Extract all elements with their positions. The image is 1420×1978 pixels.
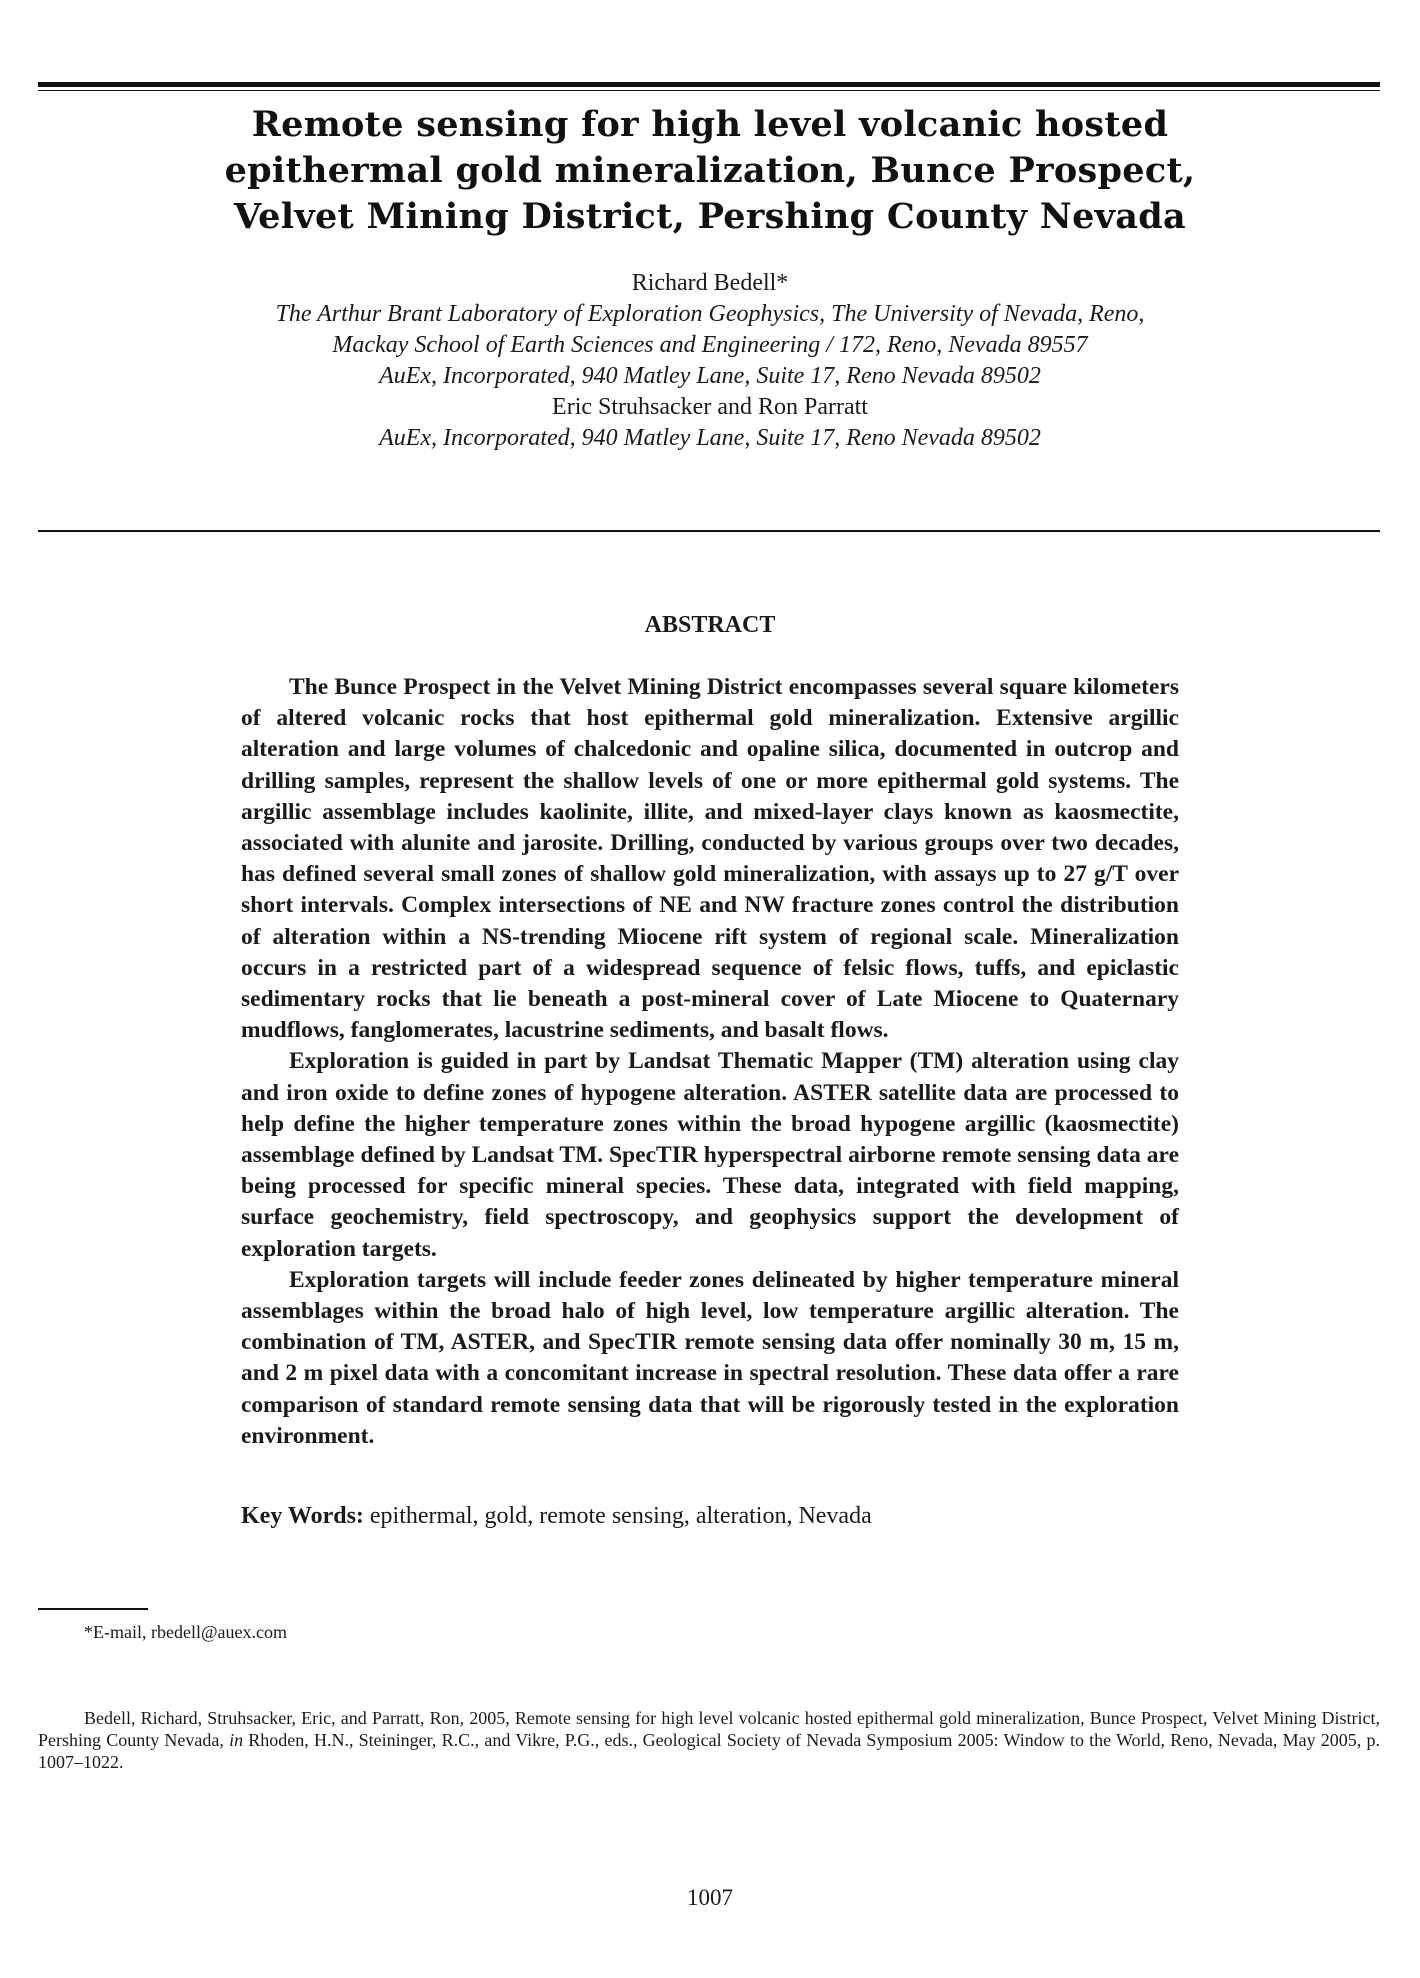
abstract-paragraph: Exploration targets will include feeder zones delineated by higher temperature mineral assemblages within the broad halo of high level, low temperature argillic alteration. The combination of TM, ASTER, and SpecTIR remote sensing data offer nominally 30 m, 15 m, and 2 m pixel data with a concomitant increase in spectral resolution. These data offer a rare comparison of standard remote sensing data that will be rigorously tested in the exploration environment. xyxy=(241,1266,1179,1449)
title-line: Remote sensing for high level volcanic hosted xyxy=(251,104,1169,145)
affiliation: The Arthur Brant Laboratory of Exploration Geophysics, The University of Nevada, Reno, xyxy=(275,301,1145,327)
header-divider xyxy=(38,530,1380,532)
page-number: 1007 xyxy=(687,1885,733,1910)
citation-before: Bedell, Richard, Struhsacker, Eric, and Parratt, Ron, 2005, Remote sensing for high level volcanic hosted epithermal gold mineralization, Bunce Prospect, Velvet Mining District, Pershing County Nevada, xyxy=(38,1708,1380,1750)
citation-after: Rhoden, H.N., Steininger, R.C., and Vikre, P.G., eds., Geological Society of Nevada Symposium 2005: Window to the World, Reno, Nevada, May 2005, p. 1007–1022. xyxy=(38,1730,1380,1772)
abstract-heading: ABSTRACT xyxy=(644,612,776,638)
citation-in: in xyxy=(229,1730,244,1750)
footnote-email: *E-mail, rbedell@auex.com xyxy=(84,1622,288,1642)
paper-title xyxy=(0,102,1420,240)
affiliation: Mackay School of Earth Sciences and Engineering / 172, Reno, Nevada 89557 xyxy=(332,332,1088,358)
title-line: epithermal gold mineralization, Bunce Prospect, xyxy=(224,150,1196,191)
abstract-body xyxy=(241,672,1179,1452)
abstract-paragraph: Exploration is guided in part by Landsat Thematic Mapper (TM) alteration using clay and iron oxide to define zones of hypogene alteration. ASTER satellite data are processed to help define the higher temperature zones within the broad hypogene argillic (kaosmectite) assemblage defined by Landsat TM. SpecTIR hyperspectral airborne remote sensing data are being processed for specific mineral species. These data, integrated with field mapping, surface geochemistry, field spectroscopy, and geophysics support the development of exploration targets. xyxy=(241,1048,1179,1262)
top-rule-thick xyxy=(38,82,1380,87)
author-block xyxy=(0,268,1420,454)
author-name: Eric Struhsacker and Ron Parratt xyxy=(552,394,868,420)
abstract-paragraph: The Bunce Prospect in the Velvet Mining District encompasses several square kilometers of altered volcanic rocks that host epithermal gold mineralization. Extensive argillic alteration and large volumes of chalcedonic and opaline silica, documented in outcrop and drilling samples, represent the shallow levels of one or more epithermal gold systems. The argillic assemblage includes kaolinite, illite, and mixed-layer clays known as kaosmectite, associated with alunite and jarosite. Drilling, conducted by various groups over two decades, has defined several small zones of shallow gold mineralization, with assays up to 27 g/T over short intervals. Complex intersections of NE and NW fracture zones control the distribution of alteration within a NS-trending Miocene rift system of regional scale. Mineralization occurs in a restricted part of a widespread sequence of felsic flows, tuffs, and epiclastic sedimentary rocks that lie beneath a post-mineral cover of Late Miocene to Quaternary mudflows, fanglomerates, lacustrine sediments, and basalt flows. xyxy=(241,674,1179,1044)
citation xyxy=(38,1707,1380,1773)
affiliation: AuEx, Incorporated, 940 Matley Lane, Suite 17, Reno Nevada 89502 xyxy=(379,425,1041,451)
author-name: Richard Bedell* xyxy=(631,270,789,296)
keywords xyxy=(241,1503,1179,1530)
keywords-text: epithermal, gold, remote sensing, alteration, Nevada xyxy=(363,1503,872,1529)
title-line: Velvet Mining District, Pershing County Nevada xyxy=(233,196,1187,237)
footnote-rule xyxy=(38,1608,148,1610)
citation-text xyxy=(38,1707,1380,1773)
top-rule-thin xyxy=(38,90,1380,91)
keywords-label: Key Words: xyxy=(241,1503,364,1529)
affiliation: AuEx, Incorporated, 940 Matley Lane, Suite 17, Reno Nevada 89502 xyxy=(379,363,1041,389)
